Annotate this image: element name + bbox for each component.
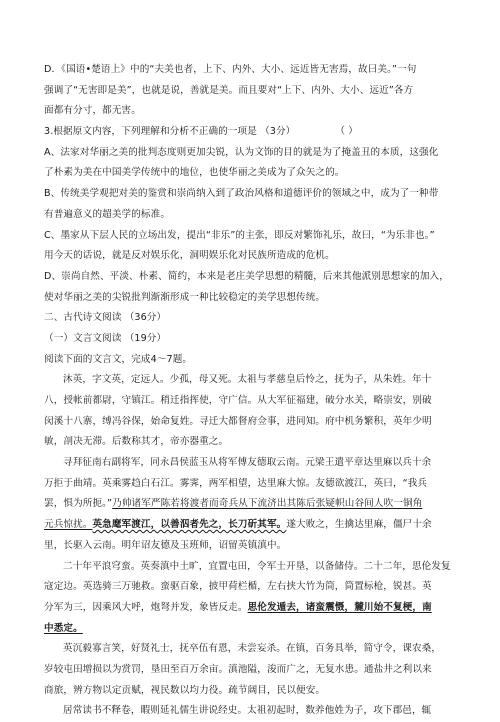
passage-line: 里，长驱入云南。明年诏友德及玉班师，诏留英镇滇中。	[44, 539, 287, 551]
passage-line: 商旅，辨方物以定贡赋，视民数以均力役。疏节阔目，民以便安。	[44, 684, 326, 696]
paragraph-line: D．《国语•楚语上》中的“夫美也者，上下、内外、大小、远近皆无害焉，故曰美。”一句	[44, 64, 417, 75]
document-body	[44, 60, 466, 722]
subsection-heading: （一）文言文阅读 （19分）	[44, 332, 167, 344]
passage-line: 沐英，字文英，定远人。少孤，母又死。太祖与孝慈皇后怜之，抚为子，从朱姓。年十	[63, 374, 432, 386]
underlined-sentence: 元兵惊扰。	[44, 519, 93, 531]
emphasized-sentence: 中悉定。	[44, 622, 83, 634]
passage-line	[44, 494, 466, 515]
passage-line	[44, 515, 466, 536]
option-a-line: 了朴素为美在中国美学传统中的地位，也使华丽之美成为了众矢之的。	[44, 167, 345, 179]
section-heading: 二、古代诗文阅读 （36分）	[44, 312, 167, 324]
answer-blank: （ ）	[335, 126, 358, 138]
option-c-line: C、墨家从下层人民的立场出发，提出“非乐”的主张，即反对繁饰礼乐，故曰，“为乐非也。”	[44, 229, 435, 241]
passage-line: 英沉毅寡言笑，好贤礼士，抚卒伍有恩，未尝妄杀。在镇，百务具举，简守令，课农桑，	[63, 643, 442, 655]
emphasized-sentence: 思伦发遁去，诸蛮震慑，麓川始不复梗，南	[247, 601, 432, 613]
option-d-line: D、崇尚自然、平淡、朴素、简约，本来是老庄美学思想的精髓，后来其他派别思想家的加入，	[44, 270, 449, 282]
option-a-line: A、法家对华丽之美的批判态度则更加尖锐，认为文饰的目的就是为了掩盖丑的本质，这强化	[44, 146, 439, 158]
passage-line	[44, 598, 466, 619]
passage-line: 居常读书不释卷，暇则延礼儒生讲说经史。太祖初起时，数养他姓为子，攻下郡邑，辄	[63, 705, 432, 717]
option-d-line: 使对华丽之美的尖锐批判渐渐形成一种比较稳定的美学思想传统。	[44, 291, 326, 303]
passage-line: 寇定边。英选骑三万驰救。蛮驱百象，披甲荷栏楯，左右挟大竹为筒，筒置标枪，锐甚。英	[44, 581, 432, 593]
passage-line: 八，授帐前都尉，守镇江。稍迁指挥使，守广信。从大军征福建，破分水关，略崇安，别破	[44, 395, 432, 406]
passage-line: 敏，剖决无滞。后数称其才，帝亦器重之。	[44, 436, 229, 448]
paragraph-line: 面都有分寸，都无害。	[44, 105, 141, 117]
option-c-line: 用今天的话说，就是反对娱乐化，洞明娱乐化对民族所造成的危机。	[44, 250, 335, 262]
option-b-line: 有普遍意义的超美学的标准。	[44, 208, 171, 220]
emphasized-sentence: 英急麾军渡江，以善泅者先之，长刀斫其军。	[92, 519, 287, 531]
reading-instruction: 阅读下面的文言文，完成4～7题。	[44, 353, 193, 365]
underlined-sentence: 乃帅诸军严陈若将渡者而奇兵从下流济出其陈后张疑帜山谷间人吹一铜角	[112, 498, 423, 510]
passage-text: 遂大败之，生擒达里麻，僵尸十余	[286, 519, 432, 531]
passage-line: 寻拜征南右副将军，同永昌侯蓝玉从将军傅友德取云南。元梁王遣平章达里麻以兵十余	[63, 457, 432, 469]
passage-line: 万拒于曲靖。英乘雾趋白石江。雾霁，两军相望，达里麻大惊。友德欲渡江，英曰，“我兵	[44, 477, 428, 489]
passage-line: 闵溪十八寨，缚冯谷保，始命复姓。寻迁大都督府佥事，进同知。府中机务繁积，英年少明	[44, 415, 432, 427]
passage-line: 岁较屯田增损以为赏罚，垦田至百万余亩。滇池隘，浚而广之，无复水患。通盐井之利以来	[44, 663, 432, 675]
passage-text: 分军为三，因乘风大呼，炮弩并发，象皆反走。	[44, 601, 248, 613]
paragraph-line: 强调了“无害即是美”，也就是说，善就是美。而且要对“上下、内外、大小、远近”各方	[44, 84, 414, 96]
question-3-stem	[44, 122, 466, 143]
passage-line: 二十年平浪穹蛮。英奏滇中土旷，宜置屯田，令军士开垦，以备储侍。二十二年，思伦发复	[63, 560, 451, 572]
option-b-line: B、传统美学观把对美的鉴赏和崇尚纳入到了政治风格和道德评价的领域之中，成为了一种带	[44, 188, 439, 200]
passage-line	[44, 619, 466, 640]
passage-text: 罢，惧为所扼。”	[44, 498, 113, 510]
question-text: 3.根据原文内容，下列理解和分析不正确的一项是 （3分）	[44, 126, 296, 138]
